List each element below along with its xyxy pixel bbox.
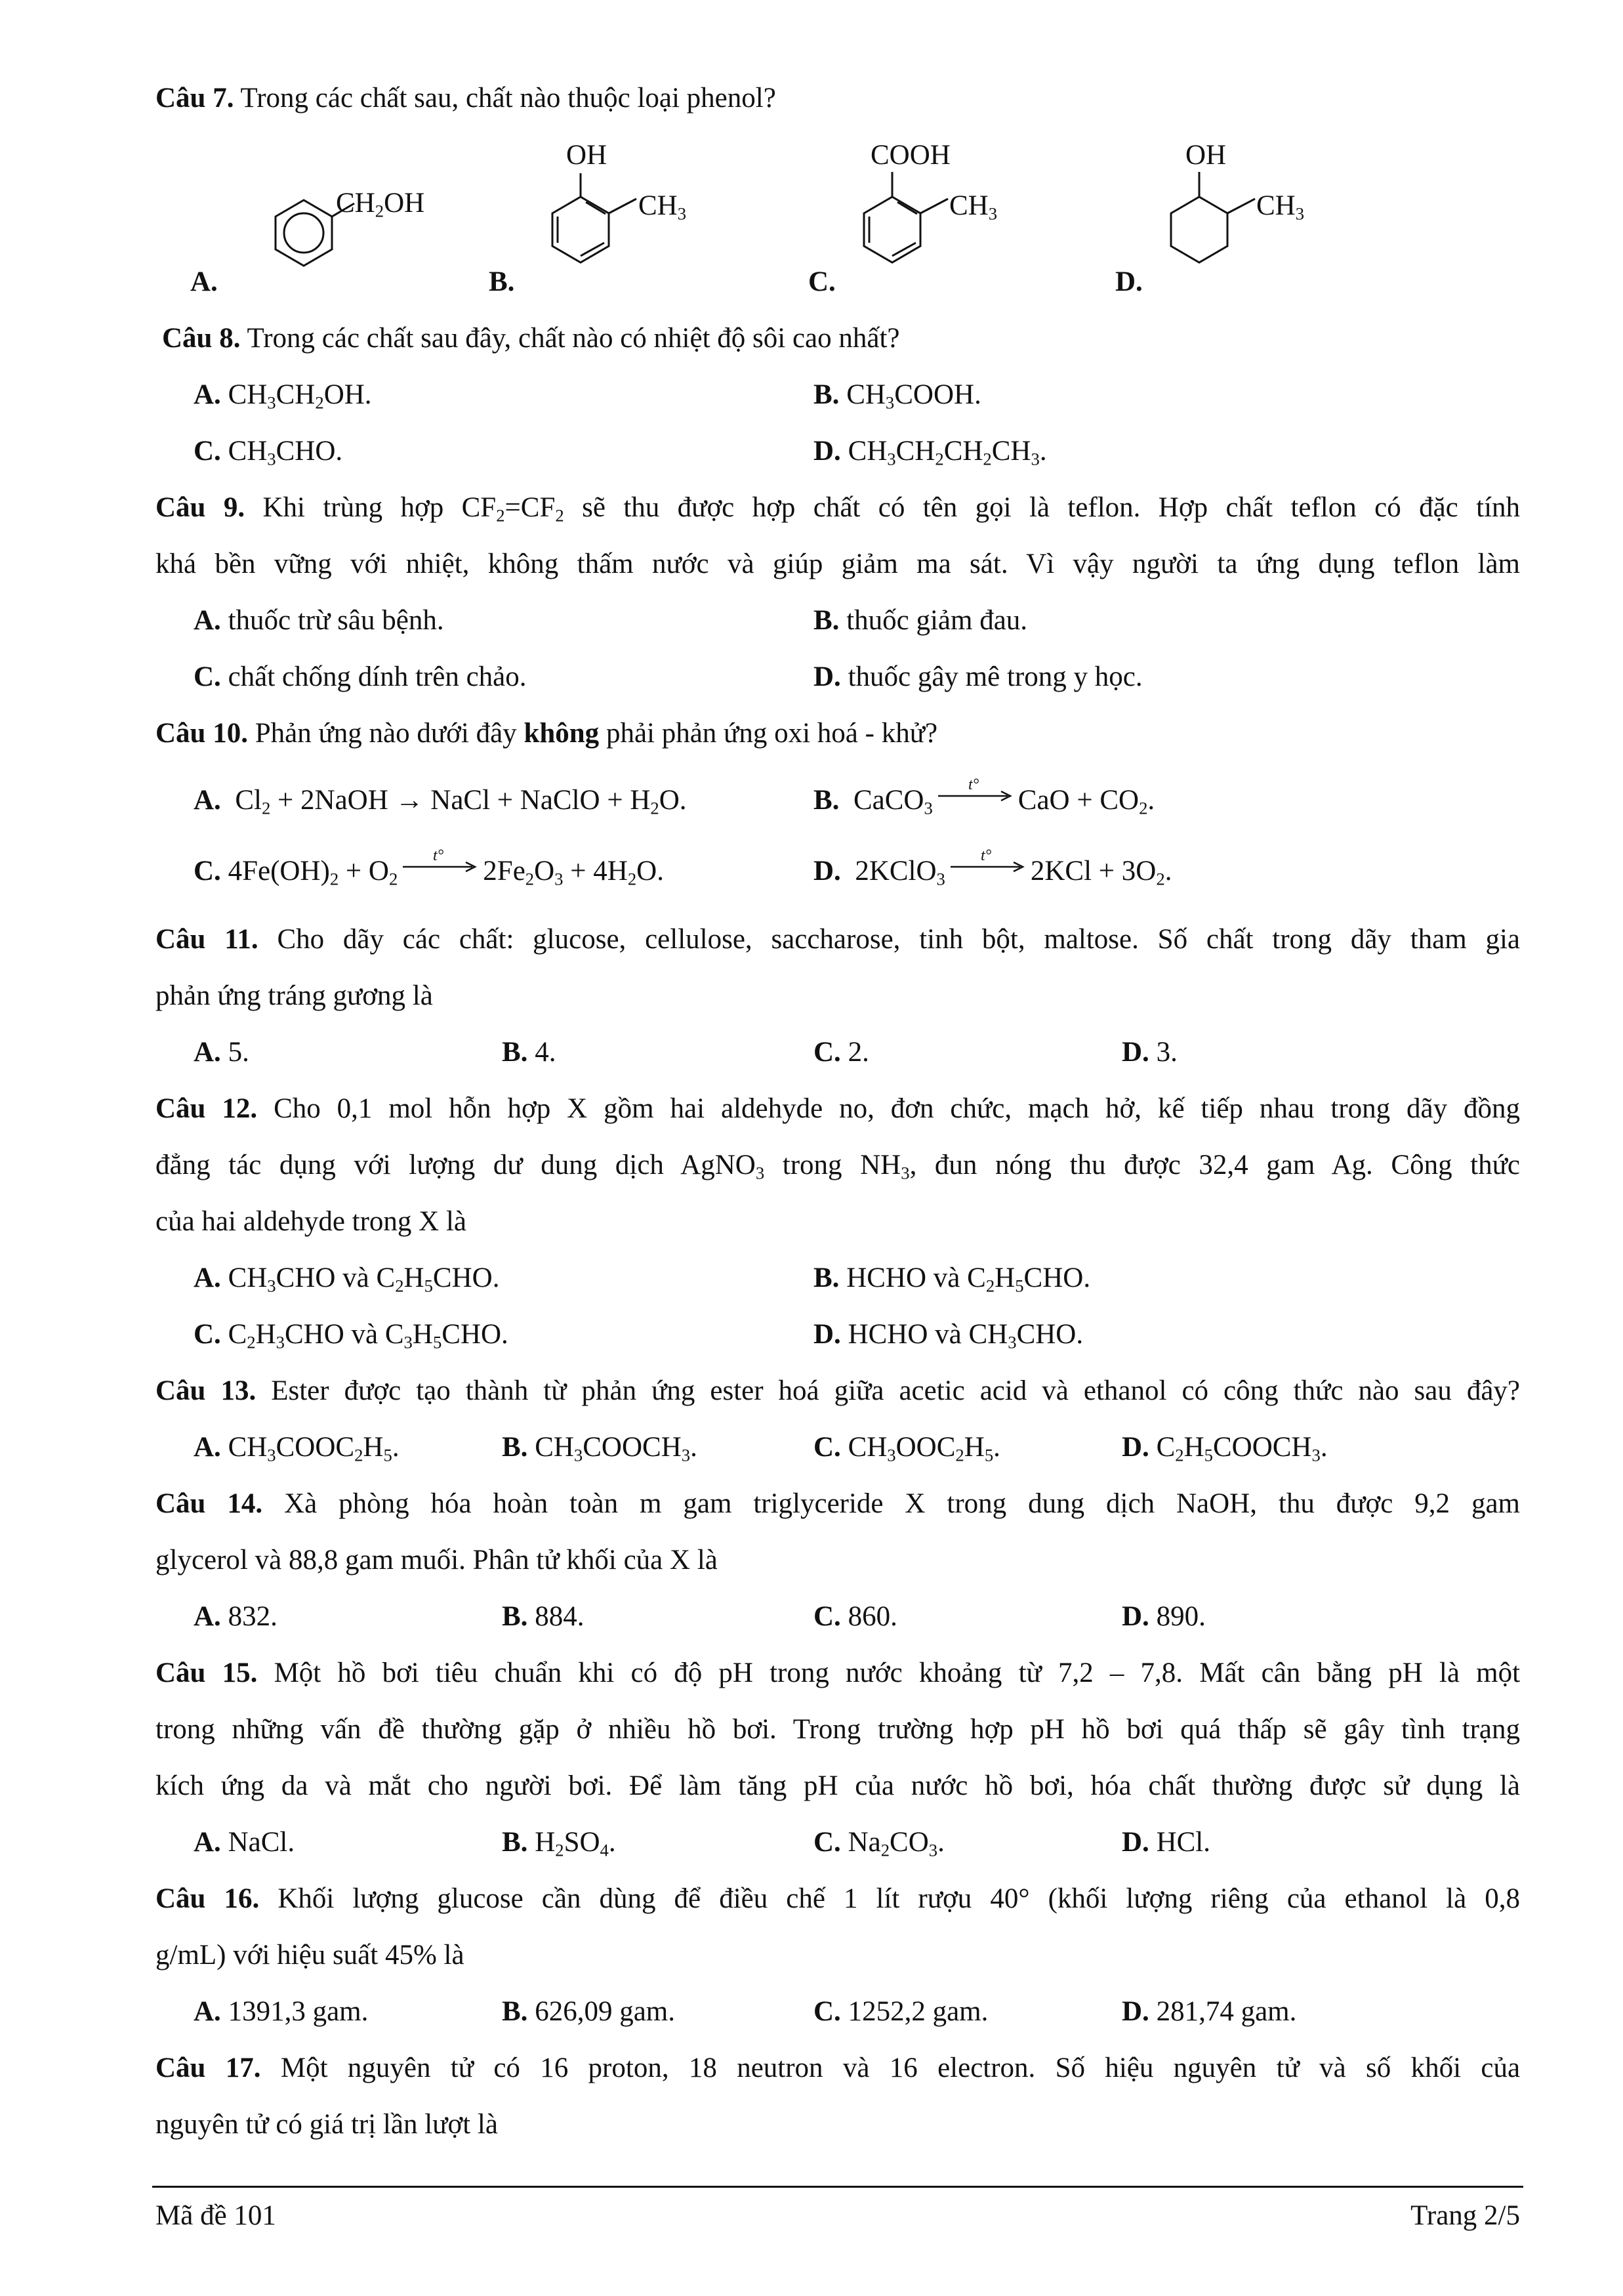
q8-option-d: D. $CH_3CH_2CH_2CH_3$. xyxy=(813,436,1047,469)
cresol-structure xyxy=(489,131,738,302)
q16-option-c: C. 1252,2 gam. xyxy=(813,1996,989,2027)
q7-option-a xyxy=(190,131,466,302)
substituent-ch3: $CH_3$ xyxy=(1256,190,1305,224)
heat-arrow xyxy=(949,847,1027,881)
q8-option-c: C. $CH_3CHO$. xyxy=(194,436,343,469)
substituent-cooh: COOH xyxy=(871,140,951,171)
q9-option-a: A. thuốc trừ sâu bệnh. xyxy=(194,605,444,636)
q10-option-c: C. $4Fe(OH)_2 + O_2$ t° $2Fe_2O_3 + 4H_2O$. xyxy=(194,847,664,889)
q9-option-d: D. thuốc gây mê trong y học. xyxy=(813,661,1143,692)
substituent-oh: OH xyxy=(566,140,607,171)
exam-code: Mã đề 101 xyxy=(155,2200,276,2231)
q13-option-b: B. $CH_3COOCH_3$. xyxy=(502,1432,697,1465)
q12-option-d: D. HCHO và $CH_3CHO$. xyxy=(813,1319,1084,1352)
substituent-ch2oh: $CH_2OH$ xyxy=(336,188,425,221)
question-15: Câu 15. Một hồ bơi tiêu chuẩn khi có độ pH trong nước khoảng từ 7,2 – 7,8. Mất cân bằng pH là một xyxy=(155,1658,1521,1688)
q10-option-b: B. CaCO$_3$ t° CaO + $CO_2$. xyxy=(813,776,1155,818)
question-10: Câu 10. Phản ứng nào dưới đây không phải phản ứng oxi hoá - khử? xyxy=(155,718,938,749)
question-11: Câu 11. Cho dãy các chất: glucose, cellulose, saccharose, tinh bột, maltose. Số chất trong dãy tham gia xyxy=(155,924,1520,955)
q14-option-c: C. 860. xyxy=(813,1601,897,1632)
q10-option-d: D. 2KClO$_3$ t° $2KCl + 3O_2$. xyxy=(813,847,1172,889)
q11-option-c: C. 2. xyxy=(813,1037,869,1068)
q9-option-b: B. thuốc giảm đau. xyxy=(813,605,1028,636)
q10-option-a: A. $Cl_2$ + 2NaOH → NaCl + NaClO + $H_2O$. xyxy=(194,785,687,818)
svg-text:t°: t° xyxy=(980,847,992,865)
substituent-ch3: $CH_3$ xyxy=(638,190,687,224)
question-number: Câu 8. xyxy=(162,323,241,354)
q15-option-b: B. $H_2SO_4$. xyxy=(502,1827,616,1860)
svg-text:t°: t° xyxy=(968,776,979,794)
option-label: D. xyxy=(1115,266,1143,297)
question-17-line-2: nguyên tử có giá trị lần lượt là xyxy=(155,2109,498,2140)
q16-option-b: B. 626,09 gam. xyxy=(502,1996,675,2027)
question-9-line-2: khá bền vững với nhiệt, không thấm nước và giúp giảm ma sát. Vì vậy người ta ứng dụng teflon làm xyxy=(155,549,1520,579)
svg-text:t°: t° xyxy=(433,847,444,865)
question-13: Câu 13. Ester được tạo thành từ phản ứng ester hoá giữa acetic acid và ethanol có công thức nào sau đây? xyxy=(155,1375,1521,1406)
question-11-line-2: phản ứng tráng gương là xyxy=(155,980,433,1011)
question-15-line-2: trong những vấn đề thường gặp ở nhiều hồ bơi. Trong trường hợp pH hồ bơi quá thấp sẽ gây tình trạng xyxy=(155,1714,1520,1745)
question-12-line-3: của hai aldehyde trong X là xyxy=(155,1206,467,1237)
q12-option-a: A. $CH_3CHO$ và $C_2H_5CHO$. xyxy=(194,1263,500,1296)
question-text: Trong các chất sau, chất nào thuộc loại phenol? xyxy=(240,83,776,114)
q13-option-c: C. $CH_3OOC_2H_5$. xyxy=(813,1432,1000,1465)
q13-option-d: D. $C_2H_5COOCH_3$. xyxy=(1122,1432,1328,1465)
heat-arrow xyxy=(401,847,479,881)
q15-option-c: C. $Na_2CO_3$. xyxy=(813,1827,945,1860)
substituent-ch3: $CH_3$ xyxy=(949,190,998,224)
question-9: Câu 9. Khi trùng hợp $CF_2=CF_2$ sẽ thu được hợp chất có tên gọi là teflon. Hợp chất teflon có đặc tính xyxy=(155,492,1521,526)
footer-rule xyxy=(152,2186,1523,2188)
question-12-line-2: đẳng tác dụng với lượng dư dung dịch AgNO$_3$ trong $NH_3$, đun nóng thu được 32,4 gam Ag. Công thức xyxy=(155,1150,1521,1183)
q11-option-b: B. 4. xyxy=(502,1037,556,1068)
question-number: Câu 7. xyxy=(155,83,234,114)
q14-option-d: D. 890. xyxy=(1122,1601,1206,1632)
methylcyclohexanol-structure xyxy=(1115,131,1391,302)
question-14: Câu 14. Xà phòng hóa hoàn toàn m gam triglyceride X trong dung dịch NaOH, thu được 9,2 gam xyxy=(155,1488,1520,1519)
question-8 xyxy=(162,324,900,352)
q12-option-b: B. HCHO và $C_2H_5CHO$. xyxy=(813,1263,1091,1296)
question-7 xyxy=(155,84,776,112)
heat-arrow xyxy=(937,776,1014,810)
q8-option-b: B. $CH_3COOH$. xyxy=(813,379,981,413)
q7-option-c xyxy=(808,131,1084,302)
page-number: Trang 2/5 xyxy=(1410,2200,1520,2231)
q15-option-a: A. NaCl. xyxy=(194,1827,295,1858)
q14-option-a: A. 832. xyxy=(194,1601,277,1632)
question-17: Câu 17. Một nguyên tử có 16 proton, 18 neutron và 16 electron. Số hiệu nguyên tử và số khối của xyxy=(155,2053,1521,2083)
q15-option-d: D. HCl. xyxy=(1122,1827,1210,1858)
question-15-line-3: kích ứng da và mắt cho người bơi. Để làm tăng pH của nước hồ bơi, hóa chất thường được sử dụng là xyxy=(155,1770,1520,1801)
option-label: A. xyxy=(190,266,218,297)
question-16: Câu 16. Khối lượng glucose cần dùng để điều chế 1 lít rượu 40° (khối lượng riêng của ethanol là 0,8 xyxy=(155,1883,1520,1914)
q8-option-a: A. $CH_3CH_2OH$. xyxy=(194,379,372,413)
q9-option-c: C. chất chống dính trên chảo. xyxy=(194,661,527,692)
question-12: Câu 12. Cho 0,1 mol hỗn hợp X gồm hai aldehyde no, đơn chức, mạch hở, kế tiếp nhau trong dãy đồng xyxy=(155,1093,1521,1124)
option-label: B. xyxy=(489,266,515,297)
option-label: C. xyxy=(808,266,836,297)
q16-option-a: A. 1391,3 gam. xyxy=(194,1996,369,2027)
q16-option-d: D. 281,74 gam. xyxy=(1122,1996,1297,2027)
question-14-line-2: glycerol và 88,8 gam muối. Phân tử khối của X là xyxy=(155,1545,718,1576)
substituent-oh: OH xyxy=(1185,140,1227,171)
q7-option-b xyxy=(489,131,738,302)
q7-option-d xyxy=(1115,131,1391,302)
q12-option-c: C. $C_2H_3CHO$ và $C_3H_5CHO$. xyxy=(194,1319,508,1352)
question-16-line-2: g/mL) với hiệu suất 45% là xyxy=(155,1940,464,1971)
q11-option-d: D. 3. xyxy=(1122,1037,1178,1068)
q14-option-b: B. 884. xyxy=(502,1601,585,1632)
question-text: Trong các chất sau đây, chất nào có nhiệt độ sôi cao nhất? xyxy=(247,323,900,354)
q11-option-a: A. 5. xyxy=(194,1037,249,1068)
q13-option-a: A. $CH_3COOC_2H_5$. xyxy=(194,1432,400,1465)
